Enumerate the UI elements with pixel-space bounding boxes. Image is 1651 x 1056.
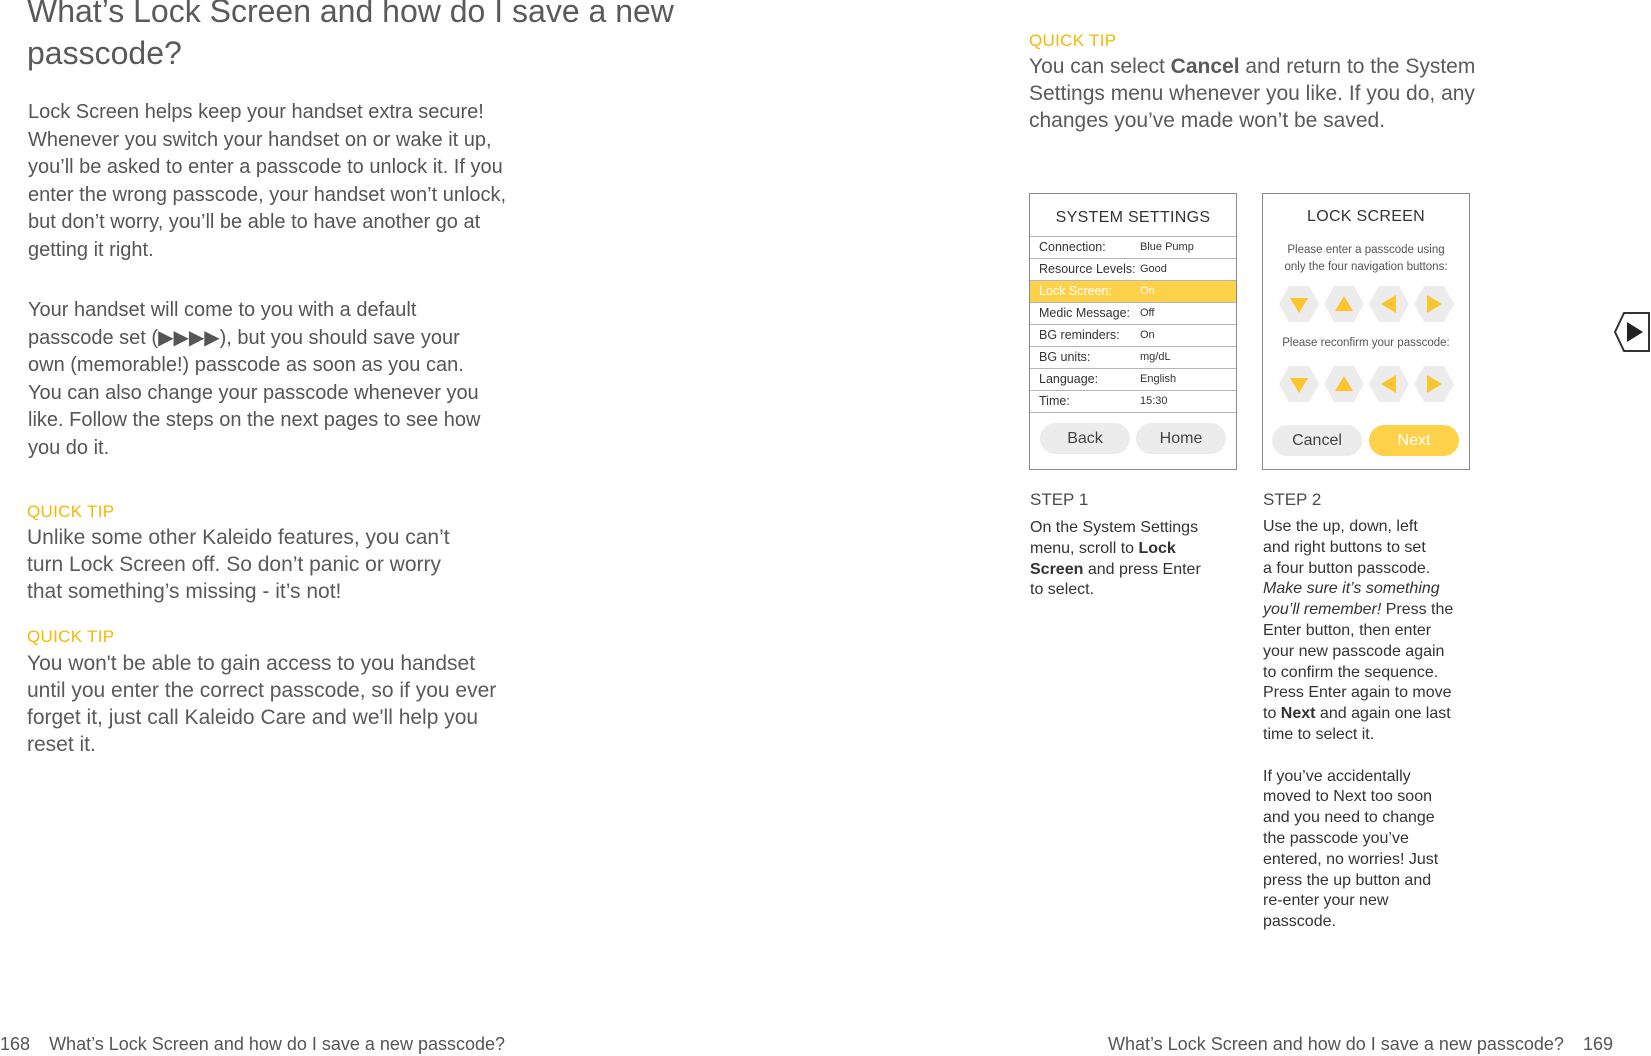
settings-row-lock-screen-selected[interactable]: Lock Screen: On [1030, 281, 1236, 303]
right-arrow-button-icon[interactable] [1413, 283, 1455, 325]
down-arrow-button-icon[interactable] [1278, 363, 1320, 405]
down-arrow-button-icon[interactable] [1278, 283, 1320, 325]
step-1-text: On the System Settings menu, scroll to Lock Screen and press Enter to select. [1030, 519, 1201, 599]
settings-row[interactable]: Language: English [1030, 369, 1236, 391]
step-2-text: Use the up, down, left and right buttons to set a four button passcode. Make sure it’s something you’ll remember! Press the Enter button, then enter your new passcode again to confirm the sequence. Press Enter again to move to Next and again one last time to select it. If you’ve accidentally moved to Next too soon and you need to change the passcode you’ve entered, no worries! Just press the up button and re-enter your new passcode. [1263, 518, 1454, 931]
left-arrow-button-icon[interactable] [1368, 283, 1410, 325]
settings-row[interactable]: Resource Levels: Good [1030, 259, 1236, 281]
footer-right [1108, 1034, 1613, 1055]
screen-title: SYSTEM SETTINGS [1055, 209, 1211, 226]
settings-row[interactable]: BG reminders: On [1030, 325, 1236, 347]
step-2-label: STEP 2 [1263, 490, 1322, 509]
home-button[interactable]: Home [1136, 423, 1226, 454]
back-button[interactable]: Back [1040, 423, 1130, 454]
settings-row[interactable]: BG units: mg/dL [1030, 347, 1236, 369]
settings-row[interactable]: Time: 15:30 [1030, 391, 1236, 413]
right-arrow-button-icon[interactable] [1413, 363, 1455, 405]
page-number-right: 169 [1582, 1034, 1613, 1054]
intro-paragraph-2: Your handset will come to you with a default passcode set (▶▶▶▶), but you should save your own (memorable!) passcode as soon as you can. You can also change your passcode whenever you like. Follow the steps on the next pages to see how you do it. [28, 299, 481, 459]
up-arrow-button-icon[interactable] [1323, 363, 1365, 405]
lock-screen-screen [1262, 193, 1470, 470]
settings-row[interactable]: Medic Message: Off [1030, 303, 1236, 325]
step-1-label: STEP 1 [1030, 490, 1089, 509]
footer-left [0, 1034, 505, 1055]
next-page-arrow-icon[interactable] [1614, 311, 1650, 353]
footer-right-text: What’s Lock Screen and how do I save a new passcode? [1107, 1034, 1564, 1054]
next-button[interactable]: Next [1369, 425, 1459, 456]
footer-left-text: What’s Lock Screen and how do I save a new passcode? [49, 1034, 506, 1054]
quick-tip-label-1: QUICK TIP [27, 502, 115, 521]
cancel-button[interactable]: Cancel [1272, 425, 1362, 456]
quick-tip-3: You can select Cancel and return to the System Settings menu whenever you like. If you do, any changes you’ve made won’t be saved. [1029, 55, 1476, 132]
quick-tip-label-3: QUICK TIP [1029, 31, 1117, 50]
passcode-instruction: Please enter a passcode using only the four navigation buttons: [1284, 244, 1448, 273]
page-title: What’s Lock Screen and how do I save a new passcode? [27, 0, 674, 71]
quick-tip-2: You won't be able to gain access to you handset until you enter the correct passcode, so if you ever forget it, just call Kaleido Care and we'll help you reset it. [27, 652, 497, 756]
system-settings-screen [1029, 193, 1237, 470]
left-arrow-button-icon[interactable] [1368, 363, 1410, 405]
reconfirm-instruction: Please reconfirm your passcode: [1282, 337, 1450, 349]
settings-row[interactable]: Connection: Blue Pump [1030, 237, 1236, 259]
quick-tip-1: Unlike some other Kaleido features, you can’t turn Lock Screen off. So don’t panic or worry that something’s missing - it’s not! [27, 526, 450, 603]
intro-paragraph-1: Lock Screen helps keep your handset extra secure! Whenever you switch your handset on or wake it up, you’ll be asked to enter a passcode to unlock it. If you enter the wrong passcode, your handset won’t unlock, but don’t worry, you’ll be able to have another go at getting it right. [28, 101, 507, 261]
page-number-left: 168 [0, 1034, 31, 1054]
up-arrow-button-icon[interactable] [1323, 283, 1365, 325]
quick-tip-label-2: QUICK TIP [27, 627, 115, 646]
screen-title: LOCK SCREEN [1307, 208, 1425, 225]
cancel-keyword: Cancel [1170, 55, 1240, 78]
